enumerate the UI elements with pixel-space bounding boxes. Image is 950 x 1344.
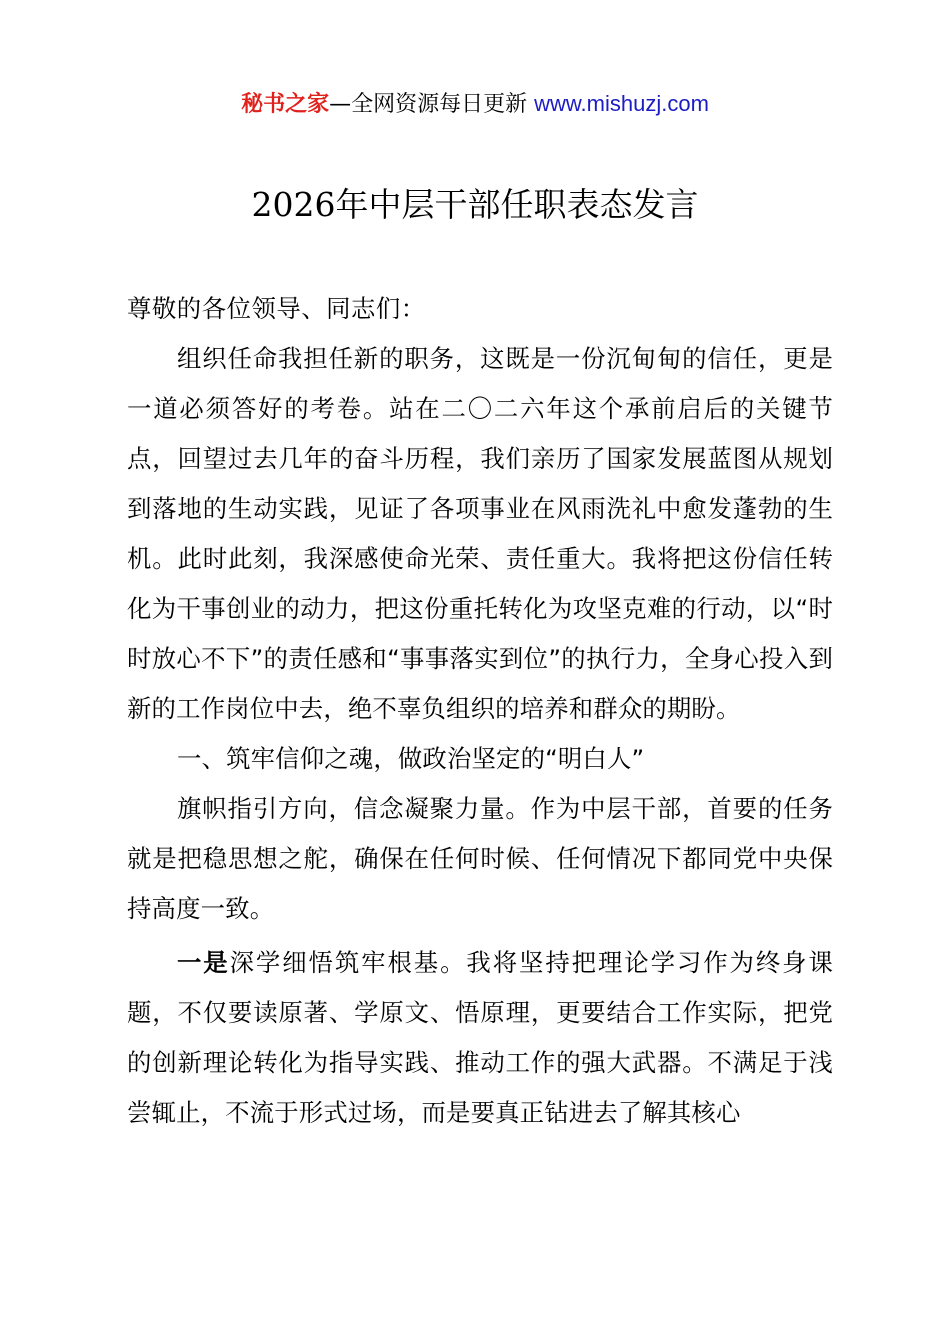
site-header [0,88,950,121]
section-heading-1: 一、筑牢信仰之魂，做政治坚定的“明白人” [177,744,645,773]
intro-paragraph: 组织任命我担任新的职务，这既是一份沉甸甸的信任，更是一道必须答好的考卷。站在二〇二六年这个承前启后的关键节点，回望过去几年的奋斗历程，我们亲历了国家发展蓝图从规划到落地的生动实践，见证了各项事业在风雨洗礼中愈发蓬勃的生机。此时此刻，我深感使命光荣、责任重大。我将把这份信任转化为干事创业的动力，把这份重托转化为攻坚克难的行动，以“时时放心不下”的责任感和“事事落实到位”的执行力，全身心投入到新的工作岗位中去，绝不辜负组织的培养和群众的期盼。 [127,344,833,723]
document-body [127,284,833,1138]
point-1-text: 深学细悟筑牢根基。我将坚持把理论学习作为终身课题，不仅要读原著、学原文、悟原理，更要结合工作实际，把党的创新理论转化为指导实践、推动工作的强大武器。不满足于浅尝辄止，不流于形式过场，而是要真正钻进去了解其核心 [127,948,833,1127]
salutation: 尊敬的各位领导、同志们： [127,294,426,323]
site-tagline: —全网资源每日更新 [329,92,535,117]
point-1-paragraph [127,938,833,1138]
site-brand: 秘书之家 [241,92,330,117]
site-url-link[interactable]: www.mishuzj.com [534,91,709,116]
document-title: 2026年中层干部任职表态发言 [251,185,699,224]
section1-intro-paragraph: 旗帜指引方向，信念凝聚力量。作为中层干部，首要的任务就是把稳思想之舵，确保在任何时候、任何情况下都同党中央保持高度一致。 [127,794,833,923]
point-1-lead: 一是 [177,948,230,977]
